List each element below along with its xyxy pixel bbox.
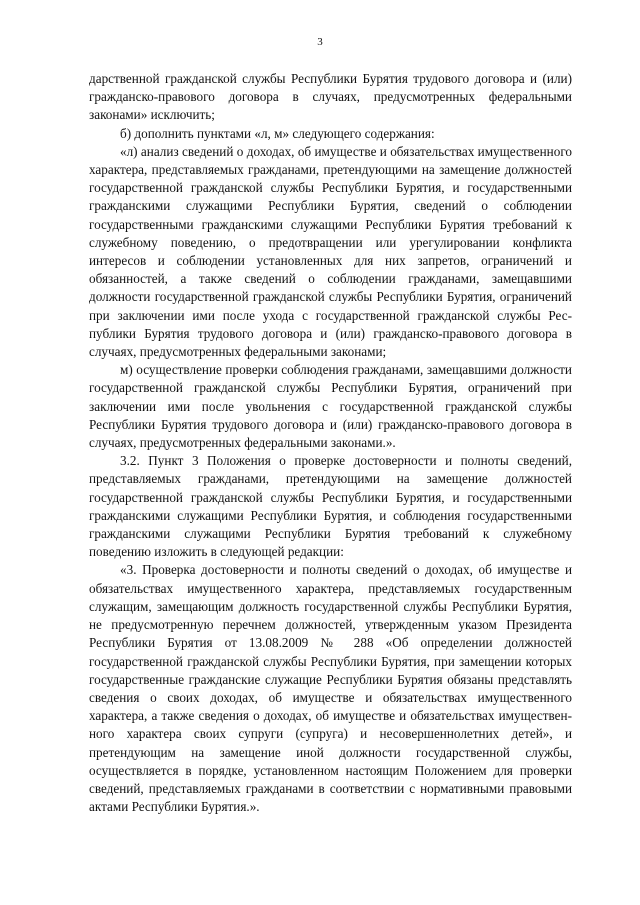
paragraph-item-b: б) дополнить пунктами «л, м» следующего содержания:: [120, 125, 435, 141]
paragraph-section-3-2: 3.2. Пункт 3 Положения о проверке достоверности и полноты сведений, представляемых гражданами, претендующими на замещение должностей государственной гражданской службы Республики Бурятия, и государственными гражданскими служащими Республики Бурятия, и соблюдения государственными гражданскими служащими Республики Бурятия требований к служебному поведению изложить в следующей редакции:: [89, 453, 572, 560]
paragraph-continuation: дарственной гражданской службы Республики Бурятия трудового договора и (или) гражданско-правового договора в случаях, предусмотренных федеральными законами» исключить;: [89, 71, 572, 123]
document-body: [89, 70, 572, 816]
page-number: 3: [317, 36, 323, 48]
paragraph-item-l: «л) анализ сведений о доходах, об имуществе и обязательствах имущественного характера, представляемых гражданами, претендующими на замещение должностей государственной гражданской службы Республики Бурятия, и государственными гражданскими служащими Республики Бурятия, сведений о соблюдении государственными гражданскими служащими Республики Бурятия требований к служебному поведению, о предотвращении или урегулировании конфликта интересов и соблюдении установленных для них запретов, ограничений и обязанностей, а также сведений о соблюдении гражданами, замещавшими должности государственной гражданской службы Республики Бурятия, ограничений при заключении ими после ухода с государственной гражданской службы Республики Бурятия трудового договора и (или) гражданско-правового договора в случаях, предусмотренных федеральными законами;: [89, 143, 572, 360]
paragraph-item-m: м) осуществление проверки соблюдения гражданами, замещавшими должности государственной гражданской службы Республики Бурятия, ограничений при заключении ими после увольнения с государственной гражданской службы Республики Бурятия трудового договора и (или) гражданско-правового договора в случаях, предусмотренных федеральными законами.».: [89, 362, 572, 451]
paragraph-new-point-3: «3. Проверка достоверности и полноты сведений о доходах, об имуществе и обязательствах имущественного характера, представляемых государственным служащим, замещающим должность государственной службы Республики Бурятия, не предусмотренную перечнем должностей, утвержденным указом Президента Республики Бурятия от 13.08.2009 № 288 «Об определении должностей государственной гражданской службы Республики Бурятия, при замещении которых государственные гражданские служащие Республики Бурятия обязаны представлять сведения о своих доходах, об имуществе и обязательствах имущественного характера, а также сведения о доходах, об имуществе и обязательствах имущественного характера своих супруги (супруга) и несовершеннолетних детей», и претендующим на замещение иной должности государственной службы, осуществляется в порядке, установленном настоящим Положением для проверки сведений, представляемых гражданами в соответствии с нормативными правовыми актами Республики Бурятия.».: [89, 562, 572, 815]
